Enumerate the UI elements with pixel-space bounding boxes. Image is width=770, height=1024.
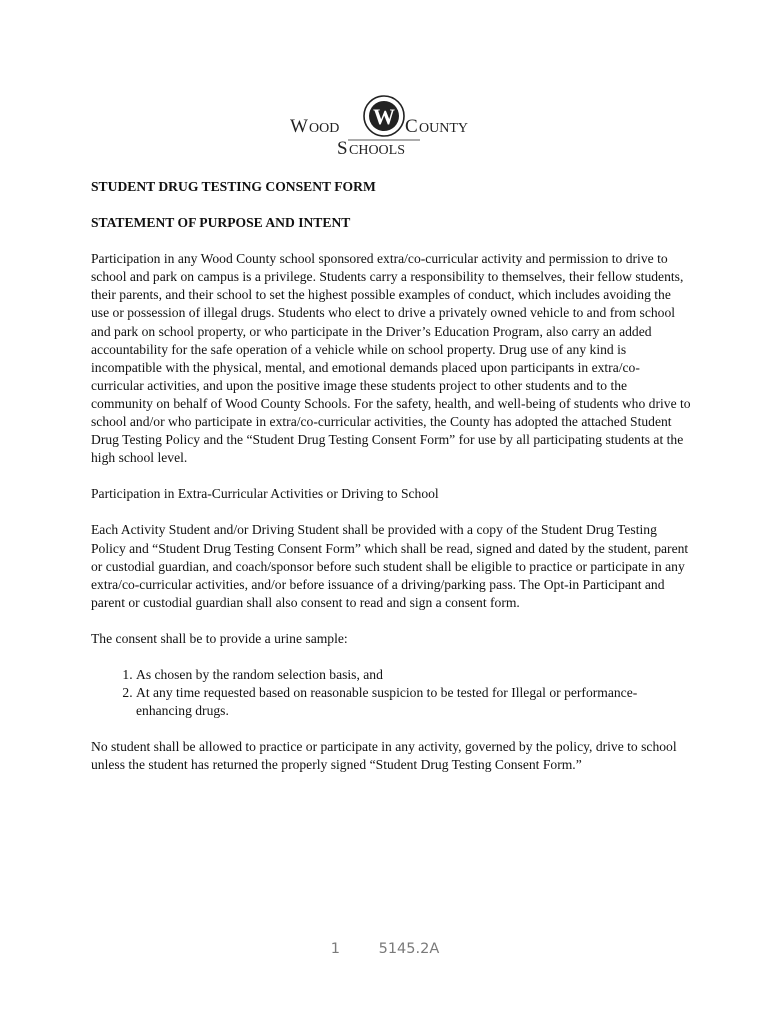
list-item: 1. As chosen by the random selection basis, and [136,666,691,684]
svg-text:S: S [337,138,348,158]
document-body [91,178,691,792]
svg-text:OUNTY: OUNTY [419,121,468,136]
closing-paragraph: No student shall be allowed to practice or participate in any activity, governed by the policy, drive to school unless the student has returned the properly signed “Student Drug Testing Consent Form.” [91,739,677,773]
svg-text:CHOOLS: CHOOLS [349,143,406,158]
policy-code: 5145.2A [378,941,440,957]
urine-intro-paragraph: The consent shall be to provide a urine sample: [91,630,348,646]
svg-text:C: C [405,116,418,137]
section-heading: STATEMENT OF PURPOSE AND INTENT [91,215,351,231]
wood-county-schools-logo [288,94,480,158]
consent-list [91,666,691,720]
document-title: STUDENT DRUG TESTING CONSENT FORM [91,179,376,194]
svg-text:W: W [373,104,395,129]
subheading-paragraph: Participation in Extra-Curricular Activities or Driving to School [91,486,439,502]
purpose-paragraph: Participation in any Wood County school sponsored extra/co-curricular activity and permission to drive to school and park on campus is a privilege. Students carry a responsibility to themselves, their fellow students, their parents, and their school to set the highest possible examples of conduct, which includes avoiding the use or possession of illegal drugs. Students who elect to drive a privately owned vehicle to and from school and park on school property, or who participate in the Driver’s Education Program, also carry an added accountability for the safe operation of a vehicle while on school property. Drug use of any kind is incompatible with the physical, mental, and emotional demands placed upon participants in extra/co-curricular activities, and upon the positive image these students project to other students and to the community on behalf of Wood County Schools. For the safety, health, and well-being of students who drive to school and/or who participate in extra/co-curricular activities, the County has adopted the attached Student Drug Testing Policy and the “Student Drug Testing Consent Form” for use by all participating students at the high school level. [91,251,691,466]
provision-paragraph: Each Activity Student and/or Driving Student shall be provided with a copy of the Student Drug Testing Policy and “Student Drug Testing Consent Form” which shall be read, signed and dated by the student, parent or custodial guardian, and coach/sponsor before such student shall be eligible to practice or participate in any extra/co-curricular activities, and/or before issuance of a driving/parking pass. The Opt-in Participant and parent or custodial guardian shall also consent to read and sign a consent form. [91,522,689,610]
page-footer [0,941,770,957]
svg-text:W: W [290,116,308,137]
svg-text:OOD: OOD [309,121,340,136]
page-number: 1 [330,941,340,957]
list-item: 2. At any time requested based on reasonable suspicion to be tested for Illegal or performance-enhancing drugs. [136,684,691,720]
